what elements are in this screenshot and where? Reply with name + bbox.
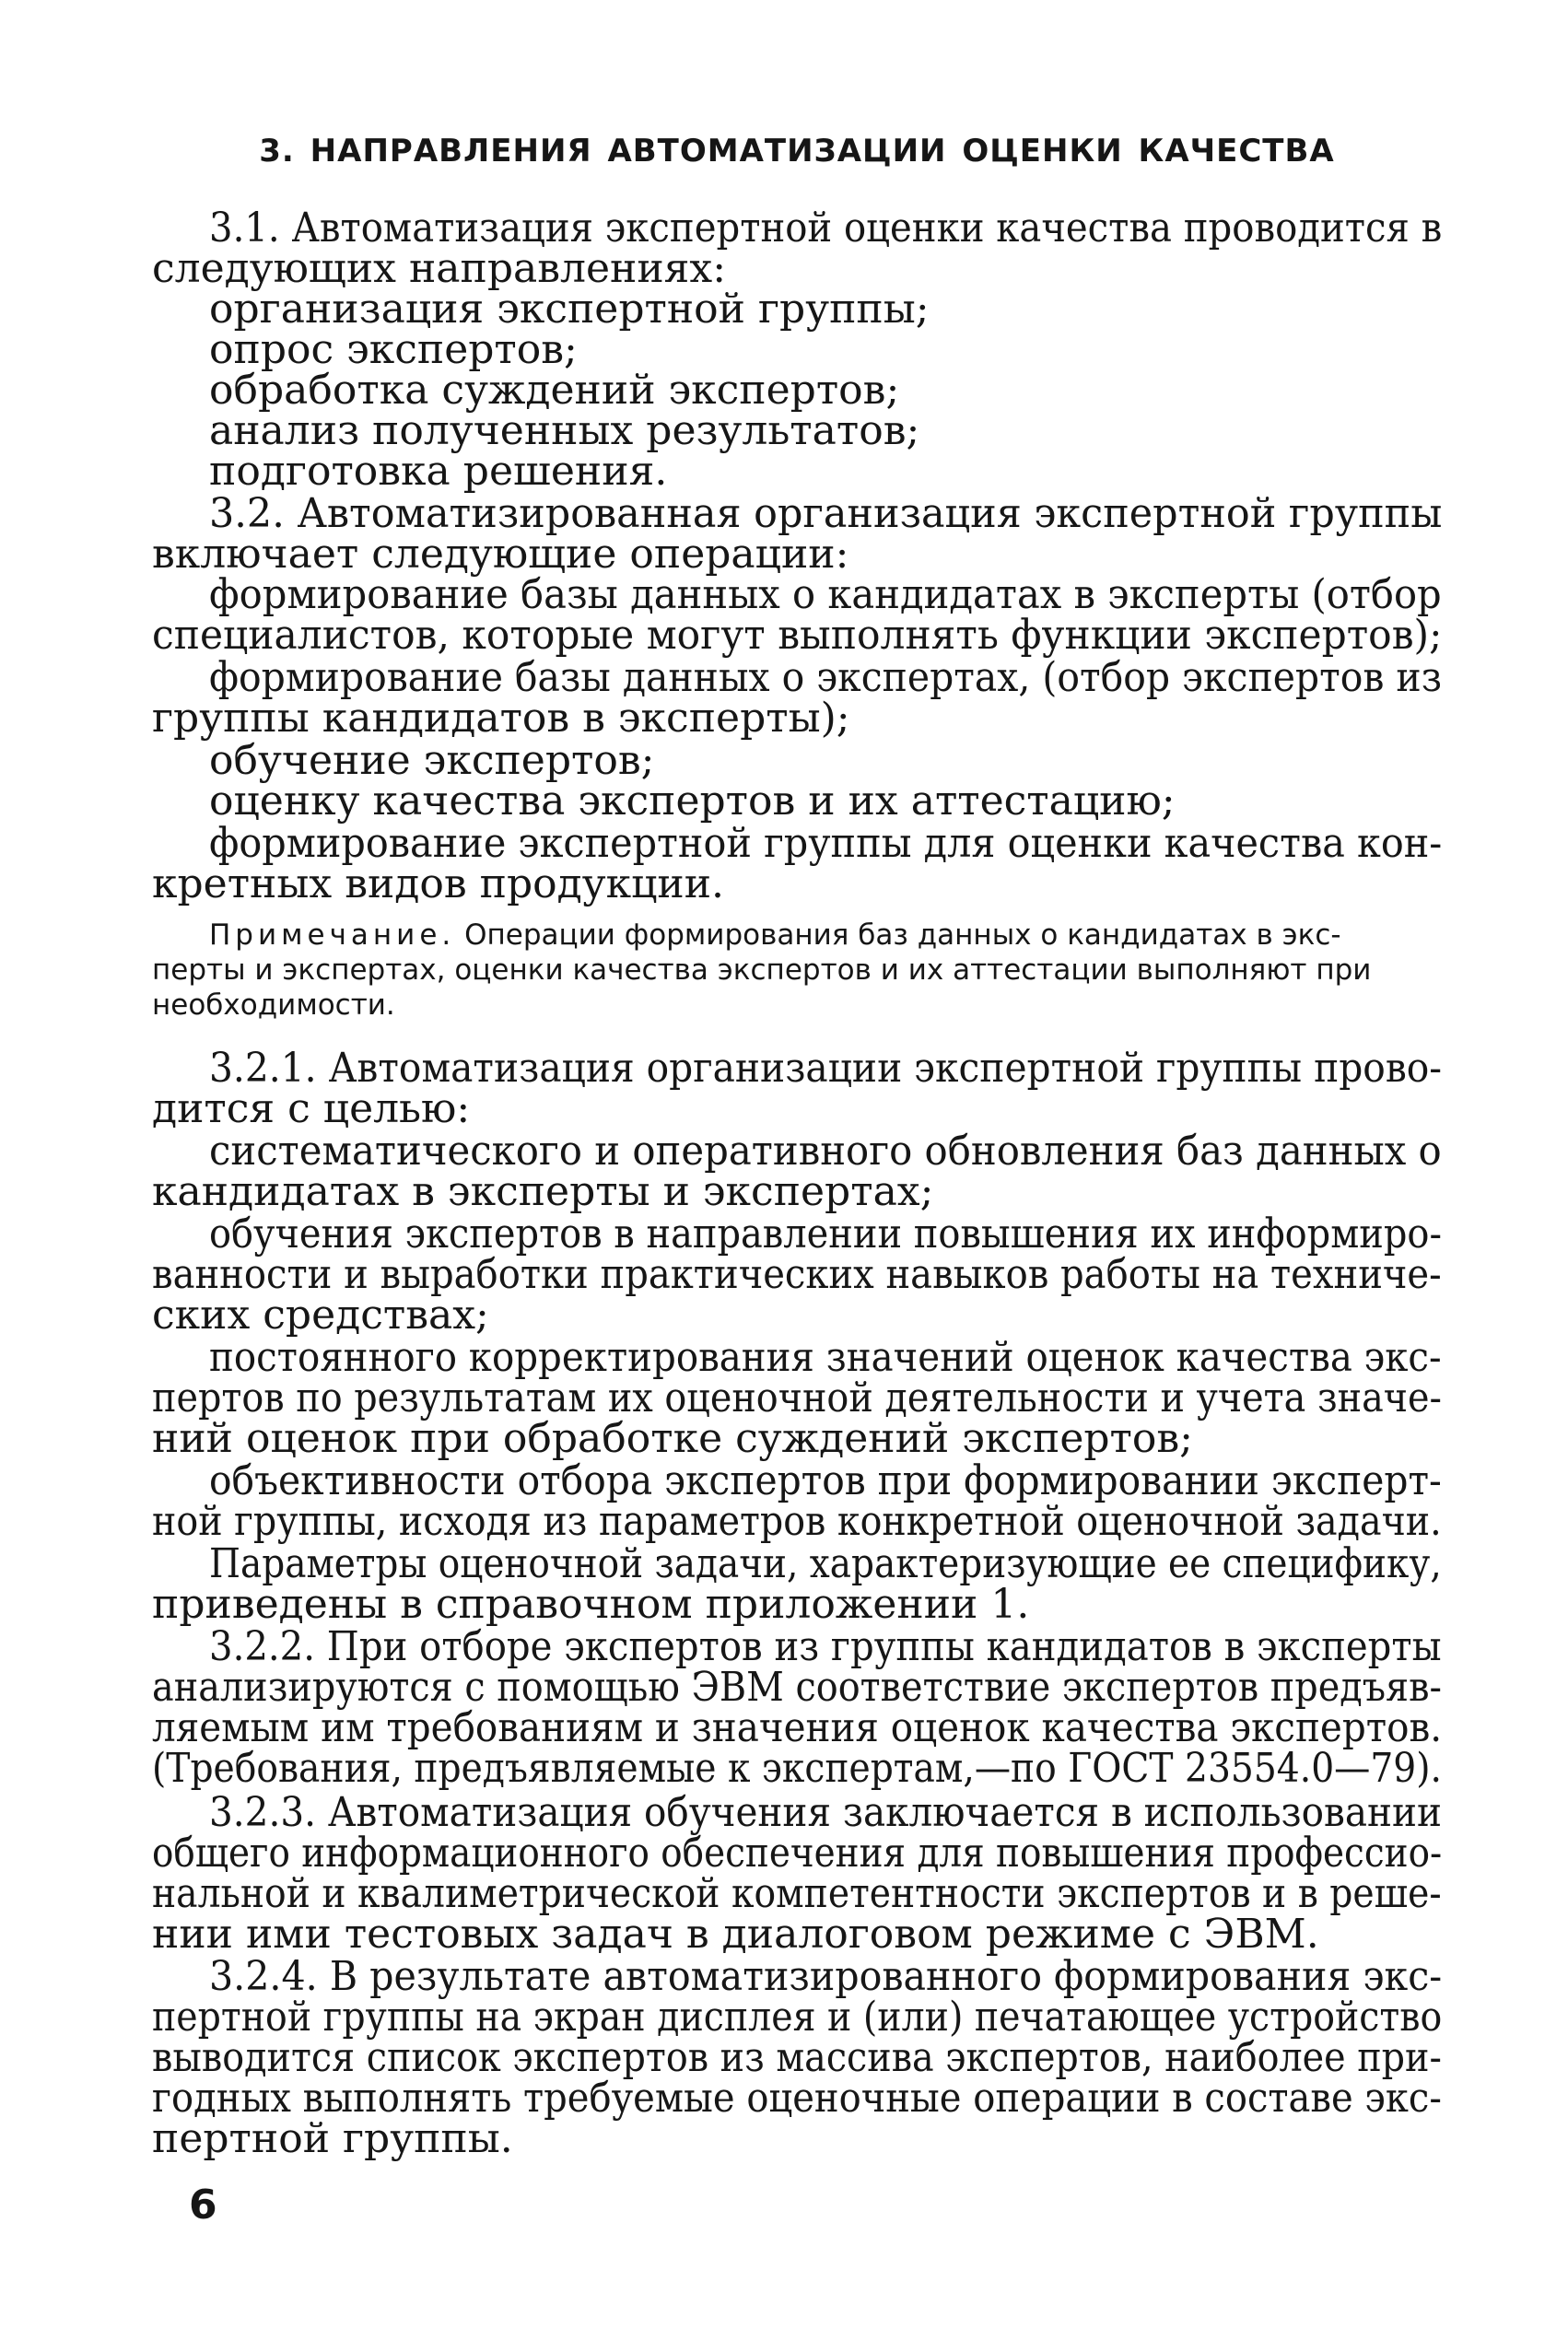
text-line: ной группы, исходя из параметров конкретной оценочной задачи. xyxy=(152,1498,1442,1545)
note-label: Примечание. xyxy=(209,918,456,952)
text-line: общего информационного обеспечения для повышения профессио- xyxy=(152,1830,1443,1877)
note-line: перты и экспертах, оценки качества экспертов и их аттестации выполняют при xyxy=(152,953,1372,987)
text-line: оценку качества экспертов и их аттестацию; xyxy=(209,778,1176,825)
text-line: формирование базы данных о кандидатах в эксперты (отбор xyxy=(209,571,1442,618)
page-number: 6 xyxy=(189,2182,217,2229)
text-line: организация экспертной группы; xyxy=(209,286,930,333)
note-line: необходимости. xyxy=(152,989,395,1022)
note-line xyxy=(209,918,1341,953)
text-line: 3.2.2. При отборе экспертов из группы кандидатов в эксперты xyxy=(209,1623,1442,1670)
text-line: Параметры оценочной задачи, характеризующие ее специфику, xyxy=(209,1540,1442,1587)
text-line: подготовка решения. xyxy=(209,448,668,495)
text-line: группы кандидатов в эксперты); xyxy=(152,695,850,742)
text-line: обучение экспертов; xyxy=(209,737,655,784)
text-line: ляемым им требованиям и значения оценок качества экспертов. xyxy=(152,1704,1443,1751)
text-line: обработка суждений экспертов; xyxy=(209,367,900,414)
text-line: опрос экспертов; xyxy=(209,326,578,373)
text-line: приведены в справочном приложении 1. xyxy=(152,1581,1030,1628)
text-line: объективности отбора экспертов при формировании эксперт- xyxy=(209,1457,1442,1504)
text-line: кандидатах в эксперты и экспертах; xyxy=(152,1168,934,1215)
text-line: (Требования, предъявляемые к экспертам,—по ГОСТ 23554.0—79). xyxy=(152,1745,1443,1792)
text-line: специалистов, которые могут выполнять функции экспертов); xyxy=(152,612,1443,659)
text-line: выводится список экспертов из массива экспертов, наиболее при- xyxy=(152,2034,1442,2081)
text-line: систематического и оперативного обновления баз данных о xyxy=(209,1128,1442,1175)
text-line: 3.2.4. В результате автоматизированного формирования экс- xyxy=(209,1953,1443,2000)
text-line: пертной группы на экран дисплея и (или) печатающее устройство xyxy=(152,1994,1443,2041)
text-line: постоянного корректирования значений оценок качества экс- xyxy=(209,1334,1442,1381)
text-line: ских средствах; xyxy=(152,1292,489,1339)
text-line: включает следующие операции: xyxy=(152,531,849,578)
text-line: ванности и выработки практических навыков работы на техниче- xyxy=(152,1251,1442,1298)
document-page xyxy=(152,0,1442,2328)
text-line: нии ими тестовых задач в диалоговом режиме с ЭВМ. xyxy=(152,1911,1319,1958)
text-line: следующих направлениях: xyxy=(152,245,727,292)
text-line: ний оценок при обработке суждений экспертов; xyxy=(152,1415,1193,1462)
text-line: пертов по результатам их оценочной деятельности и учета значе- xyxy=(152,1375,1442,1421)
text-line: анализируются с помощью ЭВМ соответствие экспертов предъяв- xyxy=(152,1664,1442,1711)
text-line: 3.1. Автоматизация экспертной оценки качества проводится в xyxy=(209,205,1443,252)
text-line: формирование экспертной группы для оценки качества кон- xyxy=(209,820,1443,867)
text-line: 3.2.1. Автоматизация организации экспертной группы прово- xyxy=(209,1045,1443,1092)
text-line: формирование базы данных о экспертах, (отбор экспертов из xyxy=(209,654,1443,701)
note-text: Операции формирования баз данных о кандидатах в экс- xyxy=(464,918,1341,952)
text-line: годных выполнять требуемые оценочные операции в составе экс- xyxy=(152,2075,1442,2122)
text-line: 3.2. Автоматизированная организация экспертной группы xyxy=(209,490,1443,537)
text-line: дится с целью: xyxy=(152,1085,471,1132)
text-line: нальной и квалиметрической компетентности экспертов и в реше- xyxy=(152,1870,1442,1917)
text-line: пертной группы. xyxy=(152,2115,513,2162)
text-line: анализ полученных результатов; xyxy=(209,407,920,454)
text-line: кретных видов продукции. xyxy=(152,860,725,907)
section-title: 3. НАПРАВЛЕНИЯ АВТОМАТИЗАЦИИ ОЦЕНКИ КАЧЕСТВА xyxy=(259,133,1335,170)
text-line: 3.2.3. Автоматизация обучения заключается в использовании xyxy=(209,1789,1443,1836)
text-line: обучения экспертов в направлении повышения их информиро- xyxy=(209,1211,1442,1258)
